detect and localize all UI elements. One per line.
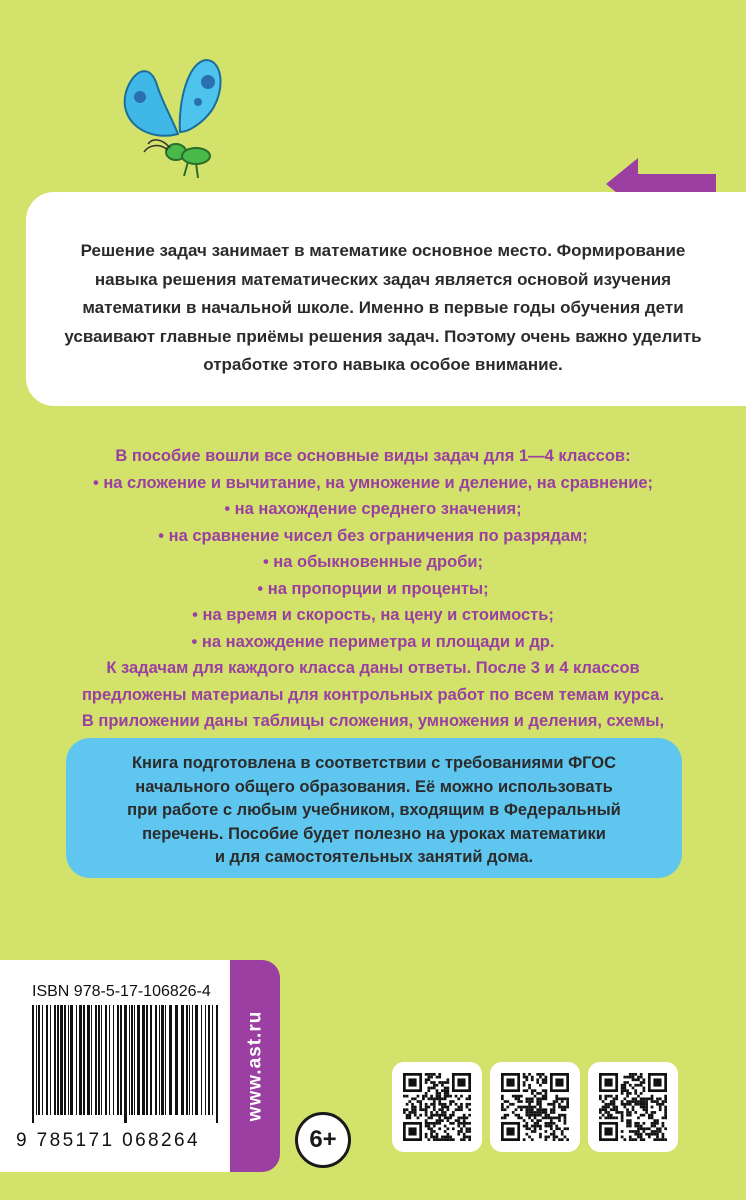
info-line: при работе с любым учебником, входящим в Федеральный [127,801,621,819]
butterfly-icon [118,52,228,180]
list-item: • на нахождение периметра и площади и др. [191,632,555,651]
site-url-wrapper [230,960,280,1172]
contents-heading: В пособие вошли все основные виды задач для 1—4 классов: [115,447,631,465]
info-text [70,752,678,870]
list-item: • на сравнение чисел без ограничения по разрядам; [158,526,588,545]
isbn-text: ISBN 978-5-17-106826-4 [32,983,211,1000]
age-rating-badge: 6+ [295,1112,351,1168]
list-item: • на сложение и вычитание, на умножение и деление, на сравнение; [92,473,654,492]
answers-line: предложены материалы для контрольных работ по всем темам курса. [81,685,665,704]
list-item: • на нахождение среднего значения; [224,500,522,518]
list-item: • на время и скорость, на цену и стоимость; [192,606,554,624]
info-line: Книга подготовлена в соответствии с требованиями ФГОС [131,754,617,772]
list-item: • на пропорции и проценты; [257,579,489,598]
qr-code-icon [501,1073,569,1141]
list-item: • на обыкновенные дроби; [262,553,484,571]
qr-code-1 [392,1062,482,1152]
qr-code-icon [403,1073,471,1141]
intro-text: Решение задач занимает в математике основное место. Формирование навыка решения математических задач является основой изучения математики в начальной школе. Именно в первые годы обучения дети усваивают главные приёмы решения задач. Поэтому очень важно уделить отработке этого навыка особое внимание. [64,241,702,374]
qr-code-icon [599,1073,667,1141]
qr-code-3 [588,1062,678,1152]
barcode-icon [30,1005,222,1123]
info-line: перечень. Пособие будет полезно на уроках математики [142,824,606,843]
qr-code-2 [490,1062,580,1152]
contents-list [20,443,726,761]
info-line: начального общего образования. Её можно использовать [135,777,613,796]
site-url: www.ast.ru [244,1010,265,1122]
barcode-digits: 9 785171 068264 [16,1130,200,1151]
answers-line: В приложении даны таблицы сложения, умножения и деления, схемы, [81,712,665,730]
answers-line: К задачам для каждого класса даны ответы. После 3 и 4 классов [106,659,640,677]
info-line: и для самостоятельных занятий дома. [214,848,534,866]
